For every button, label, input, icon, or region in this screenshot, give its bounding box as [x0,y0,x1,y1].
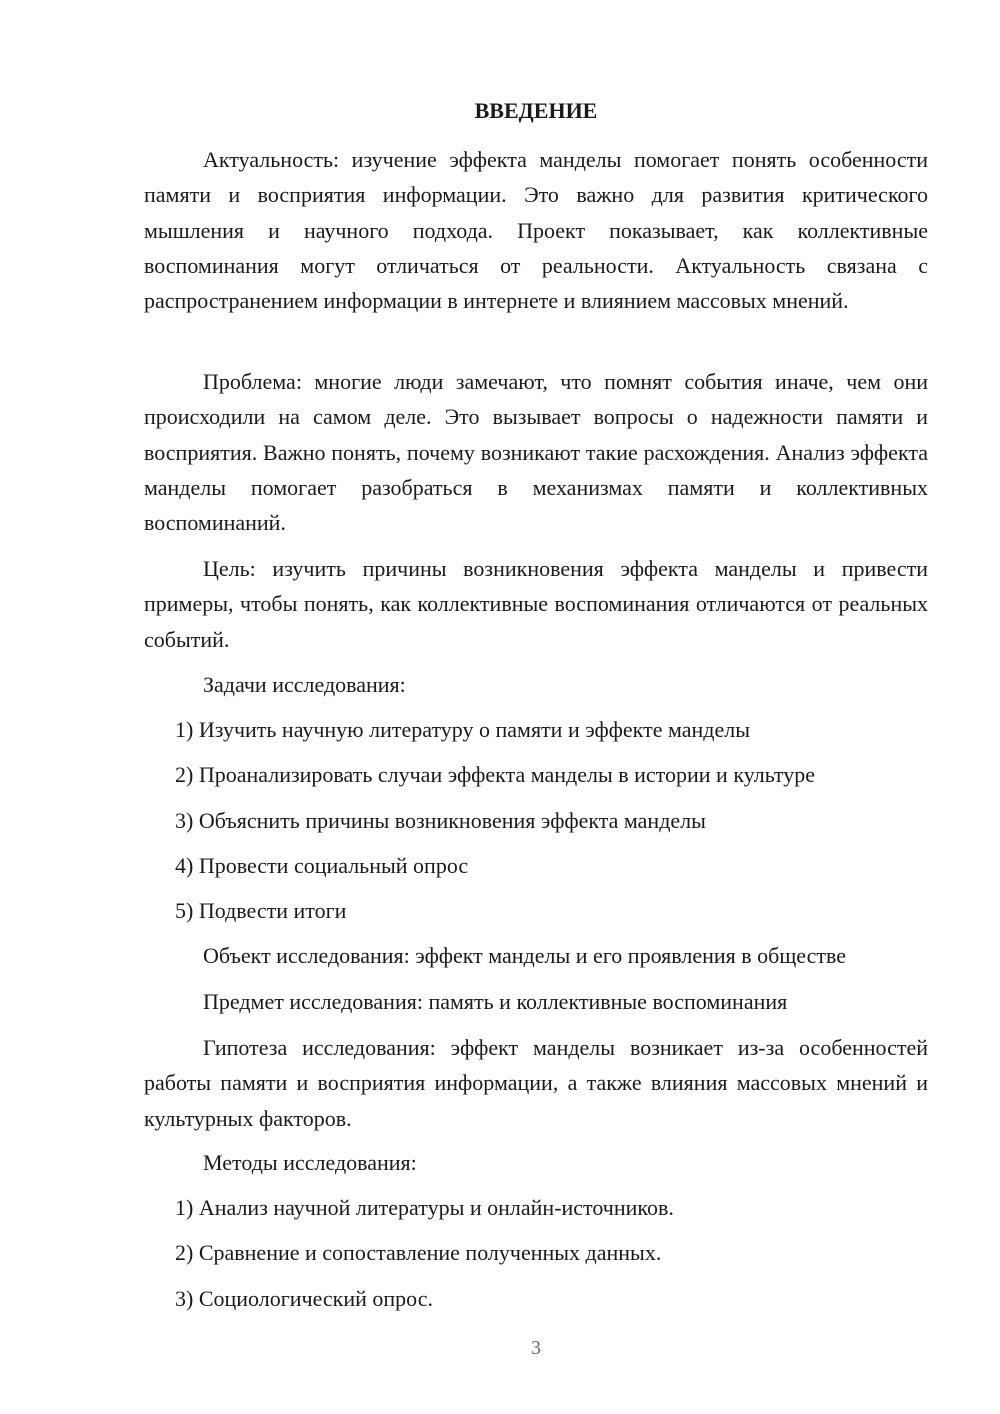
page-number: 3 [531,1337,541,1359]
task-item: 3) Объяснить причины возникновения эффекта манделы [175,808,706,833]
methods-heading: Методы исследования: [203,1150,417,1175]
method-item: 3) Социологический опрос. [175,1286,433,1311]
document-page [144,0,928,1414]
task-item: 5) Подвести итоги [175,898,347,923]
task-item: 1) Изучить научную литературу о памяти и эффекте манделы [175,717,750,742]
method-item: 1) Анализ научной литературы и онлайн-источников. [175,1195,674,1220]
object-line: Объект исследования: эффект манделы и его проявления в обществе [203,943,847,968]
tasks-heading: Задачи исследования: [203,672,406,697]
goal-paragraph: Цель: изучить причины возникновения эффекта манделы и привести примеры, чтобы понять, как коллективные воспоминания отличаются от реальных событий. [144,556,928,652]
method-item: 2) Сравнение и сопоставление полученных данных. [175,1240,662,1265]
task-item: 2) Проанализировать случаи эффекта манделы в истории и культуре [175,762,815,787]
subject-line: Предмет исследования: память и коллективные воспоминания [203,989,788,1014]
relevance-paragraph: Актуальность: изучение эффекта манделы помогает понять особенности памяти и восприятия информации. Это важно для развития критического мышления и научного подхода. Проект показывает, как коллективные воспоминания могут отличаться от реальности. Актуальность связана с распространением информации в интернете и влиянием массовых мнений. [144,147,928,314]
problem-paragraph: Проблема: многие люди замечают, что помнят события иначе, чем они происходили на самом деле. Это вызывает вопросы о надежности памяти и восприятия. Важно понять, почему возникают такие расхождения. Анализ эффекта манделы помогает разобраться в механизмах памяти и коллективных воспоминаний. [144,369,928,536]
hypothesis-paragraph: Гипотеза исследования: эффект манделы возникает из-за особенностей работы памяти и восприятия информации, а также влияния массовых мнений и культурных факторов. [144,1035,928,1131]
task-item: 4) Провести социальный опрос [175,853,469,878]
section-title: ВВЕДЕНИЕ [474,98,598,123]
